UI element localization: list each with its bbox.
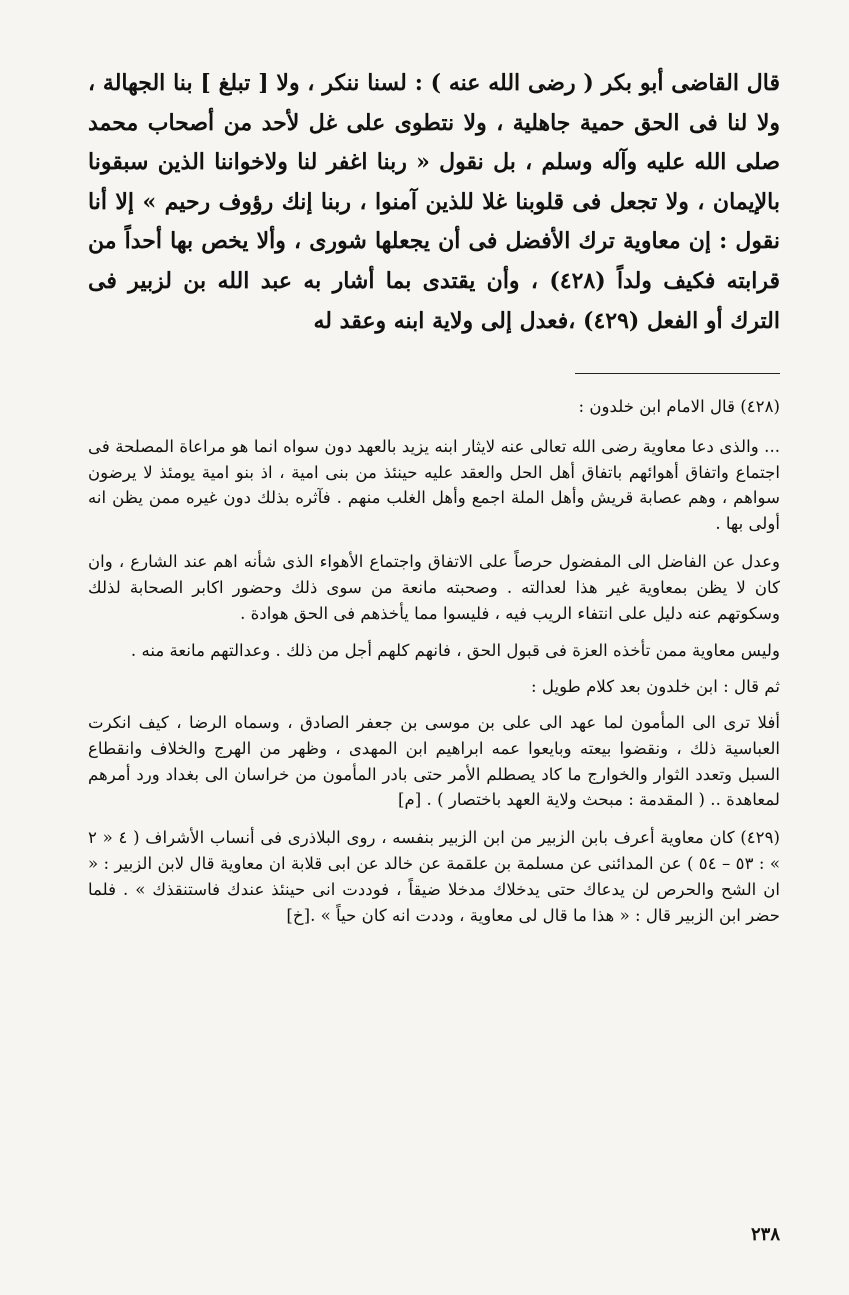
footnotes (88, 394, 780, 940)
footnote-428-paragraph-2: وعدل عن الفاضل الى المفضول حرصاً على الاتفاق واجتماع الأهواء الذى شأنه اهم عند الشارع ، وان كان لا يظن بمعاوية غير هذا لعدالته . وصحبته مانعة من سوى ذلك وحضور اكابر الصحابة لذلك وسكوتهم عنه دليل على انتفاء الريب فيه ، فليسوا مما يأخذهم فى الحق هوادة . (88, 551, 780, 623)
footnote-428-paragraph-5: أفلا ترى الى المأمون لما عهد الى على بن موسى بن جعفر الصادق ، وسماه الرضا ، كيف انكرت العباسية ذلك ، ونقضوا بيعته وبايعوا عمه ابراهيم ابن المهدى ، وظهر من الهرج والخلاف وانقطاع السبل وتعدد الثوار والخوارج ما كاد يصطلم الأمر حتى بادر المأمون من خراسان الى بغداد ورد أمرهم لمعاهدة .. ( المقدمة : مبحث ولاية العهد باختصار ) . [م] (88, 712, 780, 810)
main-paragraph: قال القاضى أبو بكر ( رضى الله عنه ) : لسنا ننكر ، ولا [ تبلغ ] بنا الجهالة ، ولا لنا فى الحق حمية جاهلية ، ولا نتطوى على غل لأحد من أصحاب محمد صلى الله عليه وآله وسلم ، بل نقول « ربنا اغفر لنا ولاخواننا الذين سبقونا بالإيمان ، ولا تجعل فى قلوبنا غلا للذين آمنوا ، ربنا إنك رؤوف رحيم » إلا أنا نقول : إن معاوية ترك الأفضل فى أن يجعلها شورى ، وألا يخص بها أحداً من قرابته فكيف ولداً (٤٢٨) ، وأن يقتدى بما أشار به عبد الله بن لزبير فى الترك أو الفعل (٤٢٩) ،فعدل إلى ولاية ابنه وعقد له (88, 70, 781, 334)
footnote-separator (575, 373, 780, 374)
main-text-block (88, 64, 780, 341)
page-number: ٢٣٨ (750, 1224, 780, 1245)
footnote-429: (٤٢٩) كان معاوية أعرف بابن الزبير من ابن الزبير بنفسه ، روى البلاذرى فى أنساب الأشراف ( ٤ « ٢ » : ٥٣ – ٥٤ ) عن المدائنى عن مسلمة بن علقمة عن خالد عن ابى قلابة ان معاوية قال لابن الزبير : « ان الشح والحرص لن يدعاك حتى يدخلاك مدخلا ضيقاً ، فوددت انى حينئذ عندك فاستنقذك » . فلما حضر ابن الزبير قال : « هذا ما قال لى معاوية ، وددت انه كان حياً » .[خ] (88, 828, 780, 925)
footnote-428-paragraph-3: وليس معاوية ممن تأخذه العزة فى قبول الحق ، فانهم كلهم أجل من ذلك . وعدالتهم مانعة منه . (130, 641, 780, 661)
footnote-428-heading: (٤٢٨) قال الامام ابن خلدون : (578, 397, 780, 416)
footnote-428-paragraph-4: ثم قال : ابن خلدون بعد كلام طويل : (531, 677, 780, 697)
footnote-428-paragraph-1: ... والذى دعا معاوية رضى الله تعالى عنه لايثار ابنه يزيد بالعهد دون سواه انما هو مراعاة المصلحة فى اجتماع واتفاق أهوائهم باتفاق أهل الحل والعقد عليه حينئذ من بنى امية ، اذ بنو امية يومئذ لا يرضون سواهم ، وهم عصابة قريش وأهل الملة اجمع وأهل الغلب منهم . فآثره بذلك دون غيره ممن يظن انه أولى بها . (88, 436, 780, 534)
